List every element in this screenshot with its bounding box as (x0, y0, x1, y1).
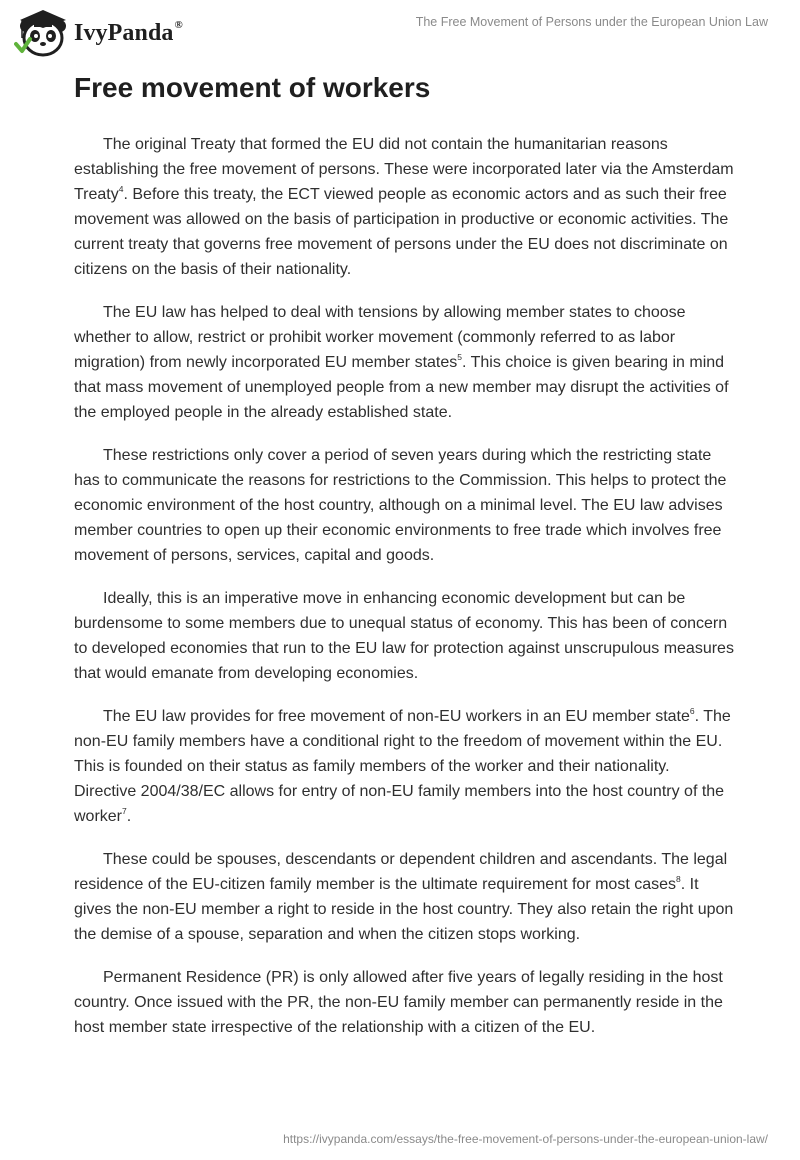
paragraph-text: . It gives the non-EU member a right to reside in the host country. They also retain the right upon the demise of a spouse, separation and when the citizen stops working. (74, 876, 734, 943)
paragraph (74, 132, 734, 282)
source-url[interactable]: https://ivypanda.com/essays/the-free-movement-of-persons-under-the-european-union-law/ (283, 1132, 768, 1146)
paragraph (74, 965, 734, 1040)
paragraph-text: Ideally, this is an imperative move in enhancing economic development but can be burdensome to some members due to unequal status of economy. This has been of concern to developed economies that run to the EU law for protection against unscrupulous measures that would emanate from developing economies. (74, 590, 734, 682)
paragraph-text: . (126, 808, 132, 825)
paragraph-text: . The non-EU family members have a conditional right to the freedom of movement within the EU. This is founded on their status as family members of the worker and their nationality. Directive 2004/38/EC allows for entry of non-EU family members into the host country of the worker (74, 708, 731, 825)
brand-logo[interactable] (14, 6, 183, 60)
paragraph-text: These restrictions only cover a period of seven years during which the restricting state has to communicate the reasons for restrictions to the Commission. This helps to protect the economic environment of the host country, although on a minimal level. The EU law advises member countries to open up their economic environments to free trade which involves free movement of persons, services, capital and goods. (74, 447, 727, 564)
page-header (0, 0, 800, 64)
footnote-ref[interactable]: 8 (676, 874, 681, 884)
footnote-ref[interactable]: 5 (457, 352, 462, 362)
paragraph (74, 847, 734, 947)
paragraph-text: The EU law has helped to deal with tensions by allowing member states to choose whether to allow, restrict or prohibit worker movement (commonly referred to as labor migration) from newly incorporated EU member states (74, 304, 686, 371)
footnote-ref[interactable]: 6 (689, 706, 695, 716)
paragraph (74, 443, 734, 568)
footnote-ref[interactable]: 4 (118, 184, 124, 194)
section-heading: Free movement of workers (74, 72, 431, 103)
paragraph (74, 704, 734, 829)
paragraph (74, 300, 734, 425)
panda-logo-icon (14, 6, 72, 60)
paragraph-text: The original Treaty that formed the EU did not contain the humanitarian reasons establishing the free movement of persons. These were incorporated later via the Amsterdam Treaty (74, 136, 734, 203)
paragraph-text: . This choice is given bearing in mind that mass movement of unemployed people from a new member may disrupt the activities of the employed people in the already established state. (74, 354, 729, 421)
paragraph (74, 586, 734, 686)
paragraph-text: . Before this treaty, the ECT viewed people as economic actors and as such their free movement was allowed on the basis of participation in productive or economic activities. The current treaty that governs free movement of persons under the EU does not discriminate on citizens on the basis of their nationality. (74, 186, 729, 278)
paragraph-text: These could be spouses, descendants or dependent children and ascendants. The legal residence of the EU-citizen family member is the ultimate requirement for most cases (74, 851, 728, 893)
document-title: The Free Movement of Persons under the European Union Law (415, 15, 768, 29)
brand-name: IvyPanda® (74, 19, 183, 46)
article-body (74, 132, 734, 1058)
paragraph-text: The EU law provides for free movement of non-EU workers in an EU member state (103, 708, 690, 725)
paragraph-text: Permanent Residence (PR) is only allowed after five years of legally residing in the host country. Once issued with the PR, the non-EU family member can permanently reside in the host member state irrespective of the relationship with a citizen of the EU. (74, 969, 723, 1036)
footnote-ref[interactable]: 7 (122, 806, 127, 816)
